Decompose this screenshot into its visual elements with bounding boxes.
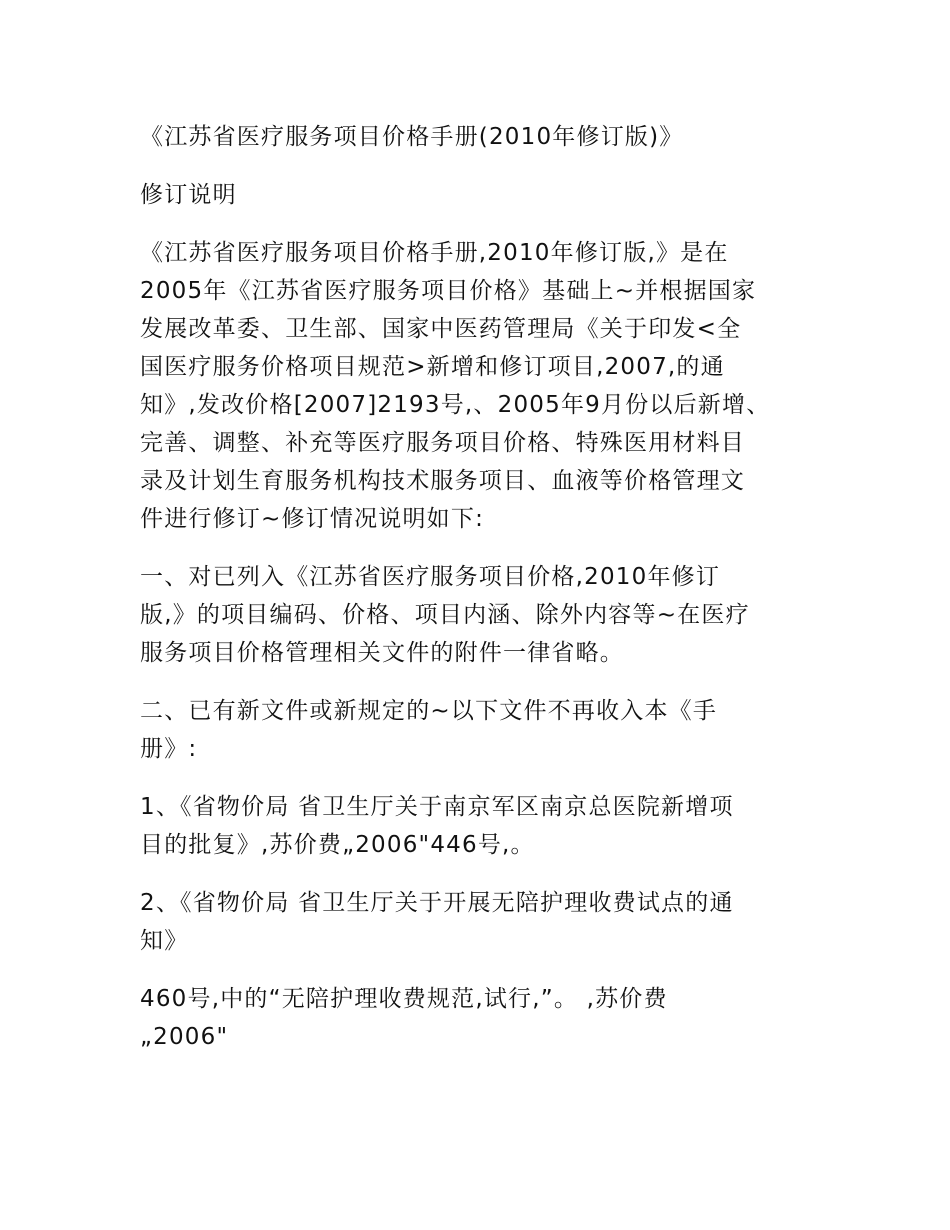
sub-item-one-paragraph: [140, 788, 830, 864]
paragraph-line: 发展改革委、卫生部、国家中医药管理局《关于印发<全: [140, 316, 742, 342]
paragraph-line: 完善、调整、补充等医疗服务项目价格、特殊医用材料目: [140, 430, 745, 456]
paragraph-line: 录及计划生育服务机构技术服务项目、血液等价格管理文: [140, 468, 745, 494]
paragraph-line: 一、对已列入《江苏省医疗服务项目价格,2010年修订: [140, 564, 721, 590]
paragraph-line: 2005年《江苏省医疗服务项目价格》基础上~并根据国家: [140, 278, 757, 304]
document-page: [140, 118, 830, 1076]
title-line: 《江苏省医疗服务项目价格手册(2010年修订版)》: [140, 124, 684, 150]
paragraph-line: 服务项目价格管理相关文件的附件一律省略。: [140, 640, 624, 666]
paragraph-line: 知》,发改价格[2007]2193号,、2005年9月份以后新增、: [140, 392, 771, 418]
paragraph-line: 460号,中的“无陪护理收费规范,试行,”。 ,苏价费: [140, 986, 668, 1012]
paragraph-line: 册》:: [140, 736, 198, 762]
section-heading: [140, 176, 830, 214]
heading-line: 修订说明: [140, 182, 237, 208]
paragraph-line: 1、《省物价局 省卫生厅关于南京军区南京总医院新增项: [140, 794, 734, 820]
item-two-paragraph: [140, 692, 830, 768]
tail-paragraph: [140, 980, 830, 1056]
paragraph-line: 目的批复》,苏价费„2006"446号,。: [140, 832, 535, 858]
paragraph-line: 2、《省物价局 省卫生厅关于开展无陪护理收费试点的通: [140, 890, 734, 916]
intro-paragraph: [140, 234, 830, 538]
paragraph-line: 《江苏省医疗服务项目价格手册,2010年修订版,》是在: [140, 240, 729, 266]
item-one-paragraph: [140, 558, 830, 672]
paragraph-line: „2006": [140, 1024, 229, 1050]
paragraph-line: 件进行修订~修订情况说明如下:: [140, 506, 485, 532]
document-title: [140, 118, 830, 156]
sub-item-two-paragraph: [140, 884, 830, 960]
paragraph-line: 二、已有新文件或新规定的~以下文件不再收入本《手: [140, 698, 718, 724]
paragraph-line: 国医疗服务价格项目规范>新增和修订项目,2007,的通: [140, 354, 725, 380]
paragraph-line: 版,》的项目编码、价格、项目内涵、除外内容等~在医疗: [140, 602, 750, 628]
paragraph-line: 知》: [140, 928, 189, 954]
